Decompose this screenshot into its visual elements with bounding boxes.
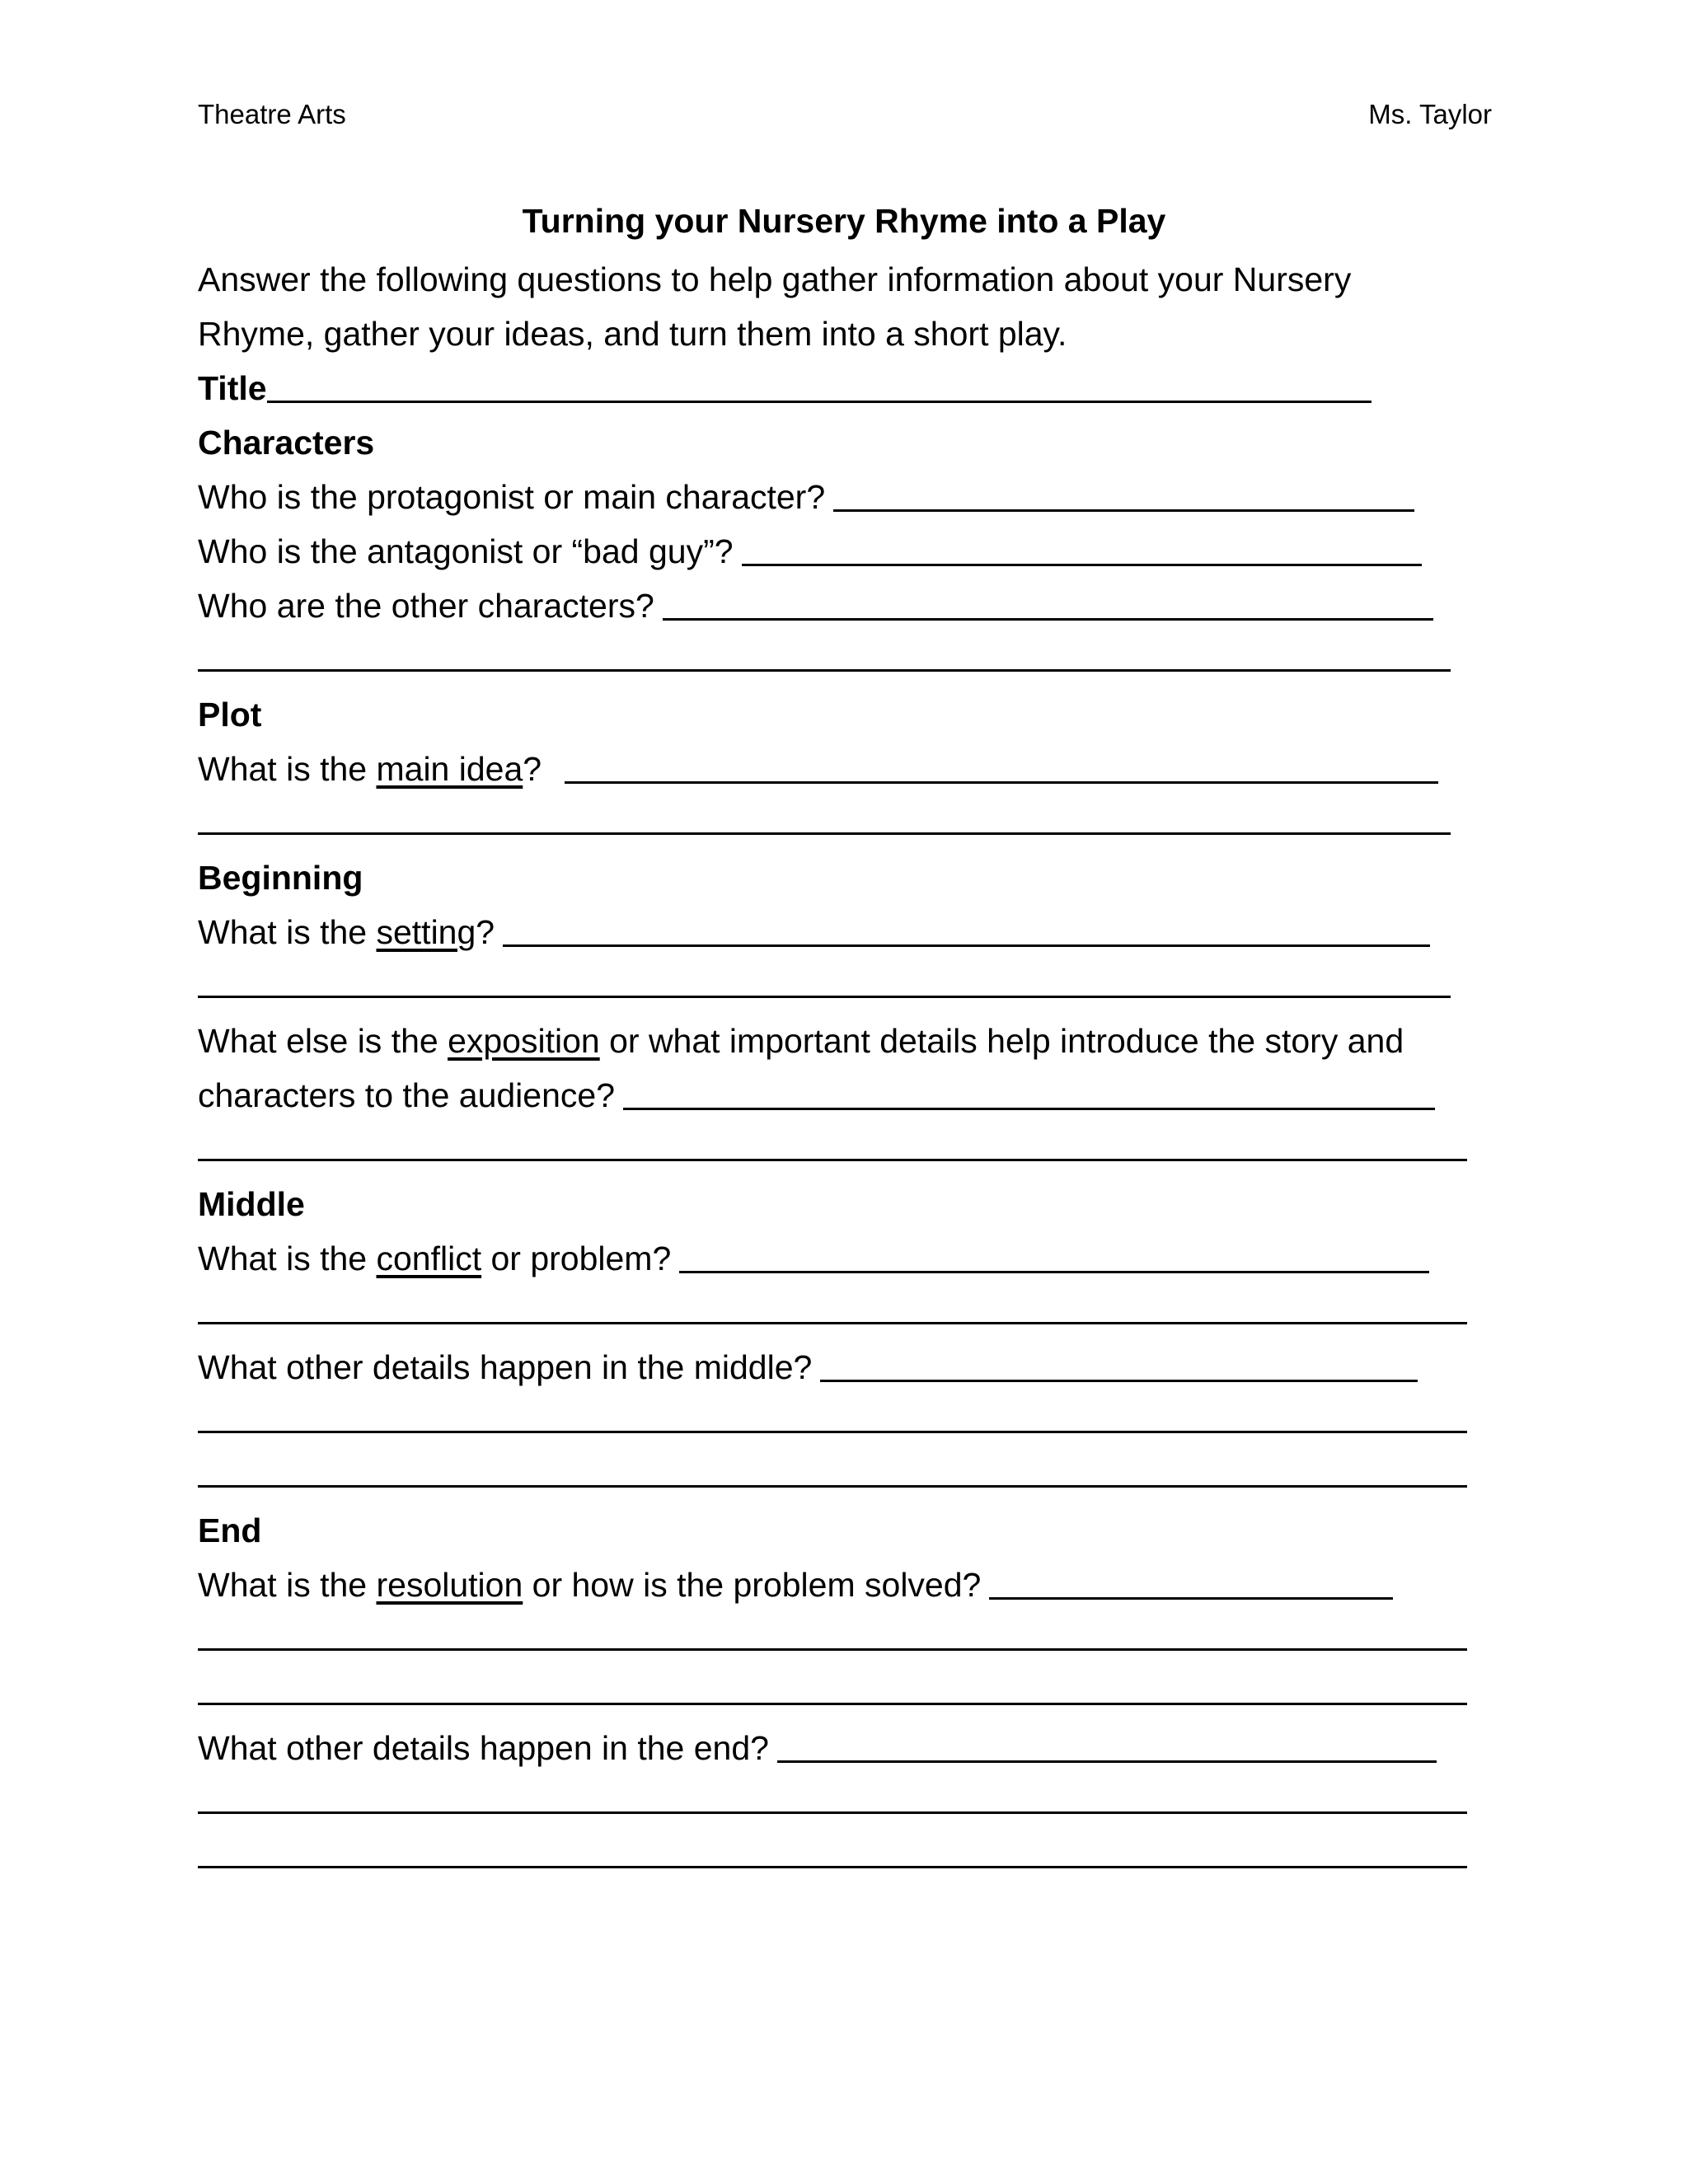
setting-row-2 [198, 959, 1508, 1014]
page-header [198, 99, 1492, 132]
setting-question-pre: What is the [198, 913, 377, 951]
protagonist-answer-blank[interactable] [833, 476, 1414, 512]
antagonist-question: Who is the antagonist or “bad guy”? [198, 532, 734, 570]
middle-heading-row [198, 1177, 1508, 1231]
conflict-question-pre: What is the [198, 1240, 377, 1277]
exposition-question-post: or what important details help introduce the story and [599, 1022, 1404, 1060]
protagonist-row [198, 470, 1508, 524]
resolution-answer-blank-3[interactable] [198, 1670, 1467, 1705]
main-idea-question-pre: What is the [198, 750, 377, 788]
title-field-label: Title [198, 369, 267, 407]
end-details-answer-blank-3[interactable] [198, 1833, 1467, 1868]
intro-line-1 [198, 252, 1508, 307]
exposition-row-2 [198, 1068, 1508, 1122]
end-heading-row [198, 1503, 1508, 1558]
conflict-term: conflict [376, 1240, 482, 1277]
resolution-row [198, 1558, 1508, 1612]
setting-question-post: ? [476, 913, 495, 951]
end-details-answer-blank-2[interactable] [198, 1779, 1467, 1814]
title-field-row [198, 361, 1508, 415]
other-characters-row [198, 579, 1508, 633]
worksheet-body [198, 252, 1508, 1884]
plot-heading: Plot [198, 696, 262, 733]
intro-text-1: Answer the following questions to help gather information about your Nursery [198, 260, 1352, 298]
end-heading: End [198, 1511, 262, 1549]
conflict-row-2 [198, 1286, 1508, 1340]
middle-details-question: What other details happen in the middle? [198, 1348, 813, 1386]
main-idea-answer-blank[interactable] [565, 748, 1438, 784]
exposition-answer-blank[interactable] [623, 1075, 1435, 1110]
resolution-term: resolution [376, 1566, 523, 1604]
conflict-row [198, 1231, 1508, 1286]
resolution-answer-blank[interactable] [989, 1564, 1393, 1600]
conflict-answer-blank[interactable] [679, 1238, 1429, 1273]
other-characters-answer-blank[interactable] [663, 585, 1433, 621]
protagonist-question: Who is the protagonist or main character? [198, 478, 826, 516]
resolution-row-2 [198, 1612, 1508, 1666]
other-characters-row-2 [198, 633, 1508, 687]
end-details-row-2 [198, 1775, 1508, 1830]
other-characters-answer-blank-2[interactable] [198, 636, 1451, 672]
conflict-question-post: or problem? [481, 1240, 672, 1277]
conflict-answer-blank-2[interactable] [198, 1289, 1467, 1324]
middle-details-answer-blank[interactable] [820, 1347, 1418, 1382]
main-idea-term: main idea [376, 750, 523, 788]
end-details-answer-blank[interactable] [777, 1727, 1437, 1763]
exposition-question-pre: What else is the [198, 1022, 448, 1060]
worksheet-title: Turning your Nursery Rhyme into a Play [522, 202, 1166, 240]
middle-heading: Middle [198, 1185, 305, 1223]
end-details-row [198, 1721, 1508, 1775]
exposition-answer-blank-2[interactable] [198, 1126, 1467, 1161]
middle-details-row [198, 1340, 1508, 1394]
main-idea-row-2 [198, 796, 1508, 851]
exposition-question-line-2: characters to the audience? [198, 1076, 615, 1114]
main-idea-question-post: ? [523, 750, 542, 788]
other-characters-question: Who are the other characters? [198, 587, 654, 625]
resolution-answer-blank-2[interactable] [198, 1615, 1467, 1651]
setting-answer-blank-2[interactable] [198, 963, 1451, 998]
middle-details-row-3 [198, 1449, 1508, 1503]
main-idea-answer-blank-2[interactable] [198, 799, 1451, 835]
setting-row [198, 905, 1508, 959]
antagonist-row [198, 524, 1508, 579]
title-answer-blank[interactable] [267, 368, 1372, 403]
intro-line-2 [198, 307, 1508, 361]
characters-heading-row [198, 415, 1508, 470]
end-details-question: What other details happen in the end? [198, 1729, 769, 1767]
resolution-question-pre: What is the [198, 1566, 377, 1604]
course-name: Theatre Arts [198, 99, 346, 129]
resolution-question-post: or how is the problem solved? [523, 1566, 982, 1604]
exposition-row-3 [198, 1122, 1508, 1177]
setting-answer-blank[interactable] [503, 912, 1430, 947]
middle-details-answer-blank-2[interactable] [198, 1398, 1467, 1433]
setting-term: setting [376, 913, 476, 951]
resolution-row-3 [198, 1666, 1508, 1721]
plot-heading-row [198, 687, 1508, 742]
main-idea-row [198, 742, 1508, 796]
middle-details-answer-blank-3[interactable] [198, 1452, 1467, 1488]
exposition-term: exposition [448, 1022, 600, 1060]
characters-heading: Characters [198, 424, 375, 462]
middle-details-row-2 [198, 1394, 1508, 1449]
teacher-name: Ms. Taylor [1368, 99, 1492, 129]
antagonist-answer-blank[interactable] [742, 531, 1422, 566]
end-details-row-3 [198, 1830, 1508, 1884]
beginning-heading-row [198, 851, 1508, 905]
exposition-row [198, 1014, 1508, 1068]
intro-text-2: Rhyme, gather your ideas, and turn them into a short play. [198, 315, 1067, 353]
beginning-heading: Beginning [198, 859, 363, 897]
